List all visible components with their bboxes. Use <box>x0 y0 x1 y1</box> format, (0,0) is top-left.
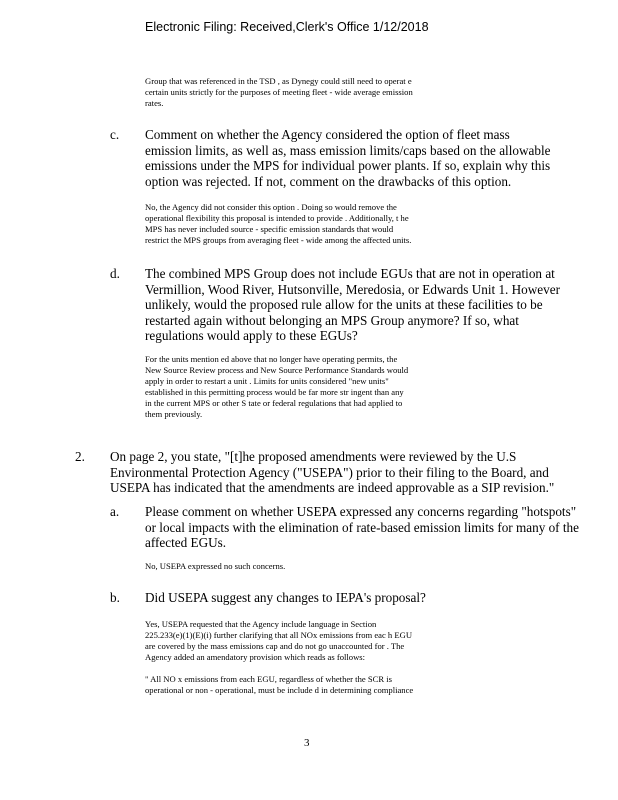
item-2b-question <box>145 590 426 606</box>
text-line: in the current MPS or other S tate or federal regulations that had applied to <box>145 398 403 408</box>
text-line: Did USEPA suggest any changes to IEPA's proposal? <box>145 590 426 605</box>
text-line: MPS has never included source - specific emission standards that would <box>145 224 394 234</box>
item-2-question <box>110 449 554 496</box>
text-line: unlikely, would the proposed rule allow for the units at these facilities to be <box>145 297 543 312</box>
item-d-question <box>145 266 560 344</box>
text-line: established in this permitting process would be far more str ingent than any <box>145 387 404 397</box>
text-line: regulations would apply to these EGUs? <box>145 328 358 343</box>
text-line: USEPA has indicated that the amendments are indeed approvable as a SIP revision." <box>110 480 555 495</box>
text-line: or local impacts with the elimination of rate-based emission limits for many of the <box>145 519 579 535</box>
item-c-question <box>145 127 550 189</box>
text-line: rates. <box>145 98 164 108</box>
text-line: " All NO x emissions from each EGU, regardless of whether the SCR is <box>145 674 392 684</box>
item-c-marker: c. <box>110 127 120 142</box>
text-line: Agency added an amendatory provision which reads as follows: <box>145 652 366 662</box>
text-line: For the units mention ed above that no longer have operating permits, the <box>145 354 398 364</box>
text-line: 225.233(e)(1)(E)(i) further clarifying that all NOx emissions from eac h EGU <box>145 630 413 640</box>
text-line <box>145 663 565 674</box>
text-line: them previously. <box>145 409 203 419</box>
answer-top-continuation <box>145 76 565 109</box>
text-line: restarted again without belonging an MPS Group anymore? If so, what <box>145 312 519 328</box>
filing-header: Electronic Filing: Received,Clerk's Office 1/12/2018 <box>145 20 429 34</box>
text-line: Environmental Protection Agency ("USEPA") prior to their filing to the Board, and <box>110 464 549 480</box>
text-line: Vermillion, Wood River, Hutsonville, Meredosia, or Edwards Unit 1. However <box>145 281 560 297</box>
item-2-marker: 2. <box>75 449 85 464</box>
text-line: No, USEPA expressed no such concerns. <box>145 561 286 571</box>
text-line: are covered by the mass emissions cap and do not go unaccounted for . The <box>145 641 405 651</box>
text-line: operational or non - operational, must be include d in determining compliance <box>145 685 414 695</box>
text-line: restrict the MPS groups from averaging fleet - wide among the affected units. <box>145 235 412 245</box>
item-2b-marker: b. <box>110 590 120 605</box>
text-line: On page 2, you state, "[t]he proposed amendments were reviewed by the U.S <box>110 449 517 464</box>
text-line: The combined MPS Group does not include EGUs that are not in operation at <box>145 266 555 281</box>
text-line: Please comment on whether USEPA expressed any concerns regarding "hotspots" <box>145 504 577 519</box>
item-2a-marker: a. <box>110 504 120 519</box>
item-d-marker: d. <box>110 266 120 281</box>
text-line: certain units strictly for the purposes of meeting fleet - wide average emission <box>145 87 413 97</box>
text-line: affected EGUs. <box>145 535 227 550</box>
text-line: apply in order to restart a unit . Limits for units considered "new units" <box>145 376 389 386</box>
text-line: emission limits, as well as, mass emission limits/caps based on the allowable <box>145 142 551 158</box>
item-2a-question <box>145 504 579 551</box>
item-2b-answer <box>145 619 565 696</box>
text-line: operational flexibility this proposal is intended to provide . Additionally, t he <box>145 213 409 223</box>
page-number: 3 <box>304 737 310 749</box>
text-line: New Source Review process and New Source Performance Standards would <box>145 365 409 375</box>
text-line: Yes, USEPA requested that the Agency include language in Section <box>145 619 377 629</box>
text-line: No, the Agency did not consider this option . Doing so would remove the <box>145 202 397 212</box>
text-line: option was rejected. If not, comment on the drawbacks of this option. <box>145 173 512 189</box>
text-line: emissions under the MPS for individual power plants. If so, explain why this <box>145 158 551 173</box>
item-2a-answer <box>145 561 565 572</box>
item-d-answer <box>145 354 565 420</box>
text-line: Group that was referenced in the TSD , as Dynegy could still need to operat e <box>145 76 412 86</box>
item-c-answer <box>145 202 565 246</box>
text-line: Comment on whether the Agency considered the option of fleet mass <box>145 127 510 142</box>
